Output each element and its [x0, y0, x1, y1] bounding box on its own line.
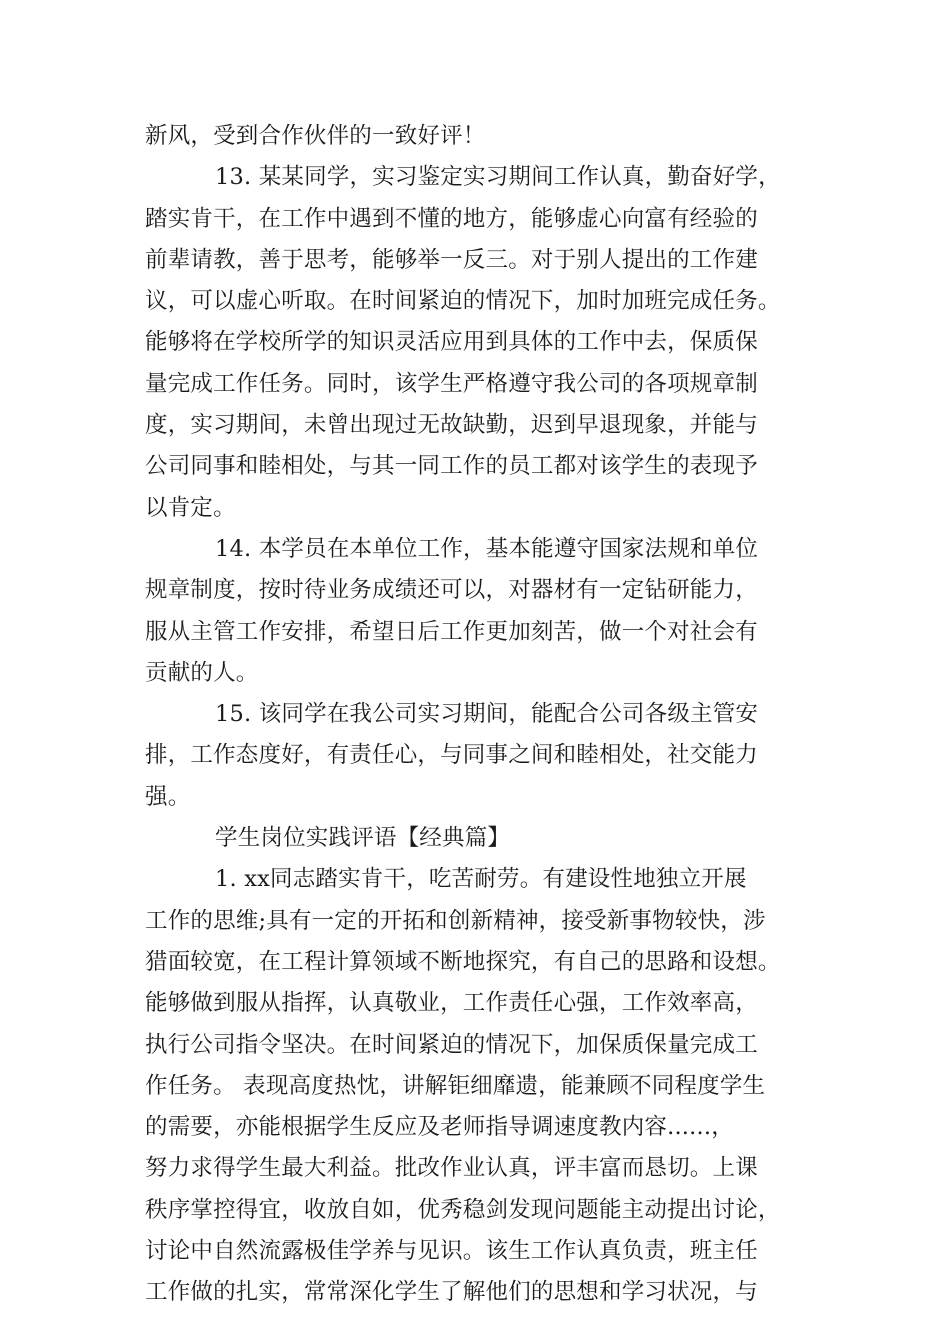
text-line: 度，实习期间，未曾出现过无故缺勤，迟到早退现象，并能与 — [145, 412, 758, 439]
text-line: 作任务。 表现高度热忱，讲解钜细靡遗，能兼顾不同程度学生 — [145, 1072, 766, 1099]
text-line: 讨论中自然流露极佳学养与见识。该生工作认真负责，班主任 — [145, 1238, 758, 1265]
text-line: 公司同事和睦相处，与其一同工作的员工都对该学生的表现予 — [145, 453, 758, 480]
text-line: 工作的思维;具有一定的开拓和创新精神，接受新事物较快，涉 — [145, 907, 766, 934]
section-heading: 学生岗位实践评语【经典篇】 — [215, 825, 511, 852]
text-line: 前辈请教，善于思考，能够举一反三。对于别人提出的工作建 — [145, 246, 758, 273]
text-line: 猎面较宽，在工程计算领域不断地探究，有自己的思路和设想。 — [145, 948, 781, 975]
text-line: 13. 某某同学，实习鉴定实习期间工作认真，勤奋好学， — [215, 164, 781, 191]
text-line: 工作做的扎实，常常深化学生了解他们的思想和学习状况，与 — [145, 1279, 758, 1306]
text-line: 规章制度，按时待业务成绩还可以，对器材有一定钻研能力， — [145, 577, 758, 604]
text-line: 以肯定。 — [145, 494, 236, 521]
text-line: 能够做到服从指挥，认真敬业，工作责任心强，工作效率高， — [145, 990, 758, 1017]
text-line: 踏实肯干，在工作中遇到不懂的地方，能够虚心向富有经验的 — [145, 205, 758, 232]
text-line: 努力求得学生最大利益。批改作业认真，评丰富而恳切。上课 — [145, 1155, 758, 1182]
text-line: 量完成工作任务。同时，该学生严格遵守我公司的各项规章制 — [145, 370, 758, 397]
text-line: 能够将在学校所学的知识灵活应用到具体的工作中去，保质保 — [145, 329, 758, 356]
text-line: 的需要，亦能根据学生反应及老师指导调速度教内容......， — [145, 1114, 734, 1141]
document-body — [145, 116, 811, 1314]
text-line: 15. 该同学在我公司实习期间，能配合公司各级主管安 — [215, 701, 759, 728]
text-line: 排，工作态度好，有责任心，与同事之间和睦相处，社交能力 — [145, 742, 758, 769]
text-line: 服从主管工作安排，希望日后工作更加刻苦，做一个对社会有 — [145, 618, 758, 645]
text-line: 1. xx同志踏实肯干，吃苦耐劳。有建设性地独立开展 — [215, 866, 747, 893]
text-line: 执行公司指令坚决。在时间紧迫的情况下，加保质保量完成工 — [145, 1031, 758, 1058]
text-line: 强。 — [145, 783, 191, 810]
text-line: 议，可以虚心听取。在时间紧迫的情况下，加时加班完成任务。 — [145, 288, 781, 315]
text-line: 秩序掌控得宜，收放自如，优秀稳剑发现问题能主动提出讨论， — [145, 1196, 781, 1223]
text-line: 贡献的人。 — [145, 659, 259, 686]
text-line: 14. 本学员在本单位工作，基本能遵守国家法规和单位 — [215, 535, 759, 562]
text-line: 新风，受到合作伙伴的一致好评！ — [145, 123, 486, 149]
